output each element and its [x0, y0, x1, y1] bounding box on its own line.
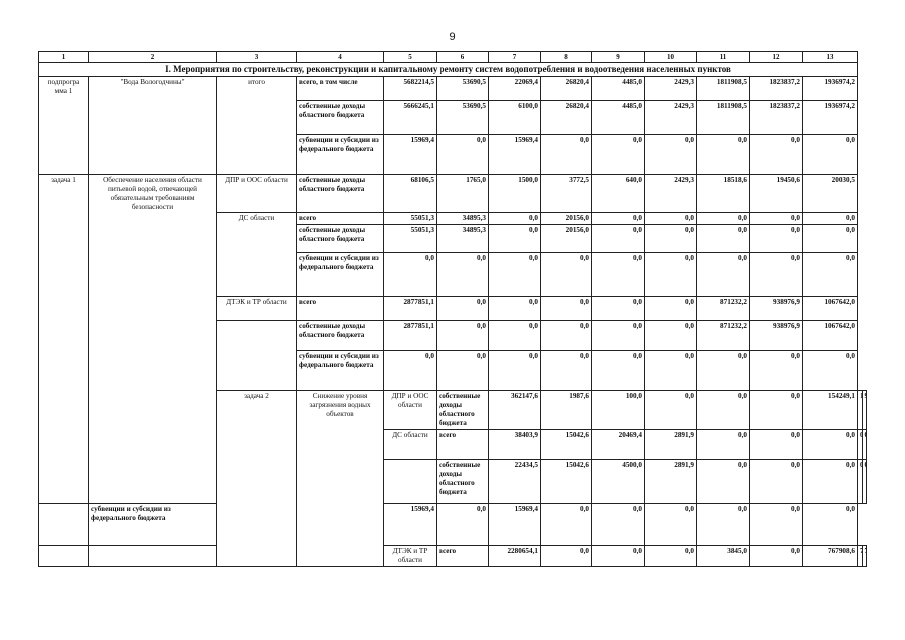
- value-cell: 15969,4: [384, 135, 437, 175]
- value-cell: 0,0: [750, 460, 803, 504]
- value-cell: 100,0: [592, 391, 645, 430]
- value-cell: 0,0: [645, 213, 697, 225]
- executor-cell: ДС области: [217, 213, 297, 297]
- value-cell: 5682214,5: [384, 77, 437, 101]
- value-cell: 3845,0: [697, 546, 750, 567]
- value-cell: 0,0: [803, 430, 858, 460]
- funding-type-cell: собственные доходы областного бюджета: [297, 175, 384, 213]
- value-cell: 1765,0: [437, 175, 489, 213]
- value-cell: 0,0: [541, 351, 592, 391]
- value-cell: 15042,6: [541, 460, 592, 504]
- value-cell: 0,0: [750, 253, 803, 297]
- col-header: 1: [39, 52, 89, 63]
- value-cell: 2429,3: [645, 77, 697, 101]
- value-cell: 0,0: [803, 460, 858, 504]
- row-name-cell: Обеспечение населения области питьевой водой, отвечающей обязательным требованиям безопасности: [89, 175, 217, 504]
- executor-cell: [217, 321, 297, 391]
- funding-type-cell: всего: [297, 213, 384, 225]
- funding-type-cell: всего: [437, 430, 489, 460]
- funding-type-cell: собственные доходы областного бюджета: [437, 460, 489, 504]
- value-cell: 1823837,2: [750, 77, 803, 101]
- value-cell: 0,0: [541, 546, 592, 567]
- value-cell: 154249,1: [803, 391, 858, 430]
- value-cell: 22434,5: [489, 460, 541, 504]
- executor-cell: итого: [217, 77, 297, 175]
- value-cell: 0,0: [645, 253, 697, 297]
- value-cell: 2877851,1: [384, 297, 437, 321]
- value-cell: 0,0: [489, 351, 541, 391]
- value-cell: 2877851,1: [384, 321, 437, 351]
- value-cell: 0,0: [697, 351, 750, 391]
- executor-cell: [39, 504, 89, 546]
- funding-type-cell: всего: [297, 297, 384, 321]
- value-cell: 0,0: [697, 135, 750, 175]
- value-cell: 871232,2: [697, 297, 750, 321]
- value-cell: 0,0: [750, 430, 803, 460]
- value-cell: 1936974,2: [803, 101, 858, 135]
- value-cell: 0,0: [645, 225, 697, 253]
- value-cell: 0,0: [750, 135, 803, 175]
- value-cell: 0,0: [750, 351, 803, 391]
- value-cell: 1936974,2: [803, 77, 858, 101]
- value-cell: 0,0: [437, 351, 489, 391]
- value-cell: 0,0: [489, 321, 541, 351]
- value-cell: 0,0: [645, 391, 697, 430]
- value-cell: 0,0: [437, 297, 489, 321]
- col-header: 5: [384, 52, 437, 63]
- col-header: 9: [592, 52, 645, 63]
- page-number: 9: [449, 31, 456, 43]
- col-header: 8: [541, 52, 592, 63]
- value-cell: 3772,5: [541, 175, 592, 213]
- value-cell: 26820,4: [541, 101, 592, 135]
- value-cell: 1987,6: [541, 391, 592, 430]
- value-cell: 0,0: [541, 135, 592, 175]
- value-cell: [862, 460, 867, 504]
- funding-type-cell: собственные доходы областного бюджета: [297, 321, 384, 351]
- funding-type-cell: собственные доходы областного бюджета: [437, 391, 489, 430]
- col-header: 2: [89, 52, 217, 63]
- value-cell: 0,0: [803, 213, 858, 225]
- table-row: [39, 504, 867, 546]
- value-cell: 2891,9: [645, 460, 697, 504]
- executor-cell: ДПР и ООС области: [217, 175, 297, 213]
- funding-type-cell: собственные доходы областного бюджета: [297, 225, 384, 253]
- value-cell: 0,0: [803, 225, 858, 253]
- value-cell: 0,0: [645, 135, 697, 175]
- row-code-cell: задача 1: [39, 175, 89, 504]
- value-cell: 0,0: [384, 253, 437, 297]
- value-cell: 1811908,5: [697, 101, 750, 135]
- row-code-cell: подпрогра мма 1: [39, 77, 89, 175]
- value-cell: 0,0: [592, 546, 645, 567]
- value-cell: 0,0: [750, 546, 803, 567]
- value-cell: 1500,0: [489, 175, 541, 213]
- table-row: [39, 175, 867, 213]
- value-cell: 938976,9: [750, 321, 803, 351]
- value-cell: 0,0: [592, 504, 645, 546]
- value-cell: 0,0: [645, 546, 697, 567]
- executor-cell: ДПР и ООС области: [384, 391, 437, 430]
- value-cell: 38403,9: [489, 430, 541, 460]
- value-cell: 15042,6: [541, 430, 592, 460]
- value-cell: 0,0: [697, 460, 750, 504]
- executor-cell: ДС области: [384, 430, 437, 460]
- value-cell: 0,0: [437, 321, 489, 351]
- value-cell: 0,0: [541, 504, 592, 546]
- funding-type-cell: субвенции и субсидии из федерального бюджета: [89, 504, 217, 546]
- value-cell: 0,0: [489, 213, 541, 225]
- value-cell: 362147,6: [489, 391, 541, 430]
- value-cell: [862, 391, 867, 430]
- value-cell: 0,0: [489, 225, 541, 253]
- value-cell: 53690,5: [437, 101, 489, 135]
- funding-type-cell: всего, в том числе: [297, 77, 384, 101]
- value-cell: 0,0: [697, 391, 750, 430]
- value-cell: 0,0: [592, 297, 645, 321]
- value-cell: 53690,5: [437, 77, 489, 101]
- value-cell: 0,0: [541, 297, 592, 321]
- value-cell: 938976,9: [750, 297, 803, 321]
- col-header: 10: [645, 52, 697, 63]
- value-cell: 0,0: [803, 135, 858, 175]
- value-cell: 34895,3: [437, 213, 489, 225]
- value-cell: 5666245,1: [384, 101, 437, 135]
- value-cell: 0,0: [803, 351, 858, 391]
- value-cell: 0,0: [645, 351, 697, 391]
- value-cell: 0,0: [592, 213, 645, 225]
- value-cell: 15969,4: [489, 504, 541, 546]
- value-cell: 1811908,5: [697, 77, 750, 101]
- value-cell: 640,0: [592, 175, 645, 213]
- value-cell: 15969,4: [489, 135, 541, 175]
- col-header: 3: [217, 52, 297, 63]
- value-cell: 55051,3: [384, 225, 437, 253]
- value-cell: 20156,0: [541, 225, 592, 253]
- value-cell: 20156,0: [541, 213, 592, 225]
- value-cell: 767908,6: [803, 546, 858, 567]
- value-cell: 0,0: [437, 504, 489, 546]
- value-cell: 0,0: [541, 253, 592, 297]
- col-header: 4: [297, 52, 384, 63]
- value-cell: 0,0: [645, 321, 697, 351]
- table-row: [39, 546, 867, 567]
- value-cell: 0,0: [697, 213, 750, 225]
- funding-type-cell: субвенции и субсидии из федерального бюджета: [297, 253, 384, 297]
- value-cell: 0,0: [750, 213, 803, 225]
- value-cell: 0,0: [750, 225, 803, 253]
- value-cell: [862, 546, 867, 567]
- value-cell: 2280654,1: [489, 546, 541, 567]
- budget-table: [38, 51, 867, 567]
- value-cell: 0,0: [803, 504, 858, 546]
- value-cell: 0,0: [592, 225, 645, 253]
- row-name-cell: "Вода Вологодчины": [89, 77, 217, 175]
- value-cell: 19450,6: [750, 175, 803, 213]
- value-cell: 2891,9: [645, 430, 697, 460]
- value-cell: 55051,3: [384, 213, 437, 225]
- funding-type-cell: субвенции и субсидии из федерального бюджета: [297, 351, 384, 391]
- section-title-row: [39, 63, 867, 77]
- value-cell: 6100,0: [489, 101, 541, 135]
- funding-type-cell: субвенции и субсидии из федерального бюджета: [297, 135, 384, 175]
- executor-cell: [384, 460, 437, 504]
- value-cell: 0,0: [437, 253, 489, 297]
- value-cell: 0,0: [697, 504, 750, 546]
- value-cell: 2429,3: [645, 101, 697, 135]
- value-cell: 0,0: [697, 225, 750, 253]
- value-cell: 68106,5: [384, 175, 437, 213]
- value-cell: 20030,5: [803, 175, 858, 213]
- funding-type-cell: всего: [437, 546, 489, 567]
- value-cell: 26820,4: [541, 77, 592, 101]
- value-cell: 0,0: [541, 321, 592, 351]
- value-cell: 4500,0: [592, 460, 645, 504]
- value-cell: 1823837,2: [750, 101, 803, 135]
- value-cell: 0,0: [592, 351, 645, 391]
- value-cell: 15969,4: [384, 504, 437, 546]
- value-cell: 0,0: [803, 253, 858, 297]
- value-cell: 20469,4: [592, 430, 645, 460]
- col-header: 12: [750, 52, 803, 63]
- value-cell: 0,0: [645, 297, 697, 321]
- executor-cell: ДТЭК и ТР области: [217, 297, 297, 321]
- column-number-row: [39, 52, 867, 63]
- value-cell: 34895,3: [437, 225, 489, 253]
- table-row: [39, 77, 867, 101]
- value-cell: 0,0: [489, 253, 541, 297]
- executor-cell: ДТЭК и ТР области: [384, 546, 437, 567]
- value-cell: 1067642,0: [803, 297, 858, 321]
- col-header: 11: [697, 52, 750, 63]
- value-cell: 1067642,0: [803, 321, 858, 351]
- row-code-cell: задача 2: [217, 391, 297, 567]
- section-title: I. Мероприятия по строительству, реконструкции и капитальному ремонту систем водопотребления и водоотведения населенных пунктов: [39, 63, 858, 77]
- value-cell: 0,0: [437, 135, 489, 175]
- value-cell: 0,0: [697, 430, 750, 460]
- col-header: 7: [489, 52, 541, 63]
- value-cell: 871232,2: [697, 321, 750, 351]
- value-cell: 0,0: [750, 504, 803, 546]
- value-cell: 18518,6: [697, 175, 750, 213]
- value-cell: 0,0: [697, 253, 750, 297]
- col-header: 13: [803, 52, 858, 63]
- value-cell: 0,0: [489, 297, 541, 321]
- value-cell: 4485,0: [592, 77, 645, 101]
- value-cell: 22069,4: [489, 77, 541, 101]
- value-cell: 2429,3: [645, 175, 697, 213]
- row-code-cell: [39, 546, 89, 567]
- value-cell: 0,0: [592, 321, 645, 351]
- row-name-cell: Снижение уровня загрязнения водных объектов: [297, 391, 384, 567]
- value-cell: 0,0: [750, 391, 803, 430]
- col-header: 6: [437, 52, 489, 63]
- value-cell: 4485,0: [592, 101, 645, 135]
- value-cell: 0,0: [384, 351, 437, 391]
- value-cell: 0,0: [592, 135, 645, 175]
- funding-type-cell: собственные доходы областного бюджета: [297, 101, 384, 135]
- value-cell: 0,0: [645, 504, 697, 546]
- value-cell: [862, 430, 867, 460]
- row-name-cell: [89, 546, 217, 567]
- value-cell: 0,0: [592, 253, 645, 297]
